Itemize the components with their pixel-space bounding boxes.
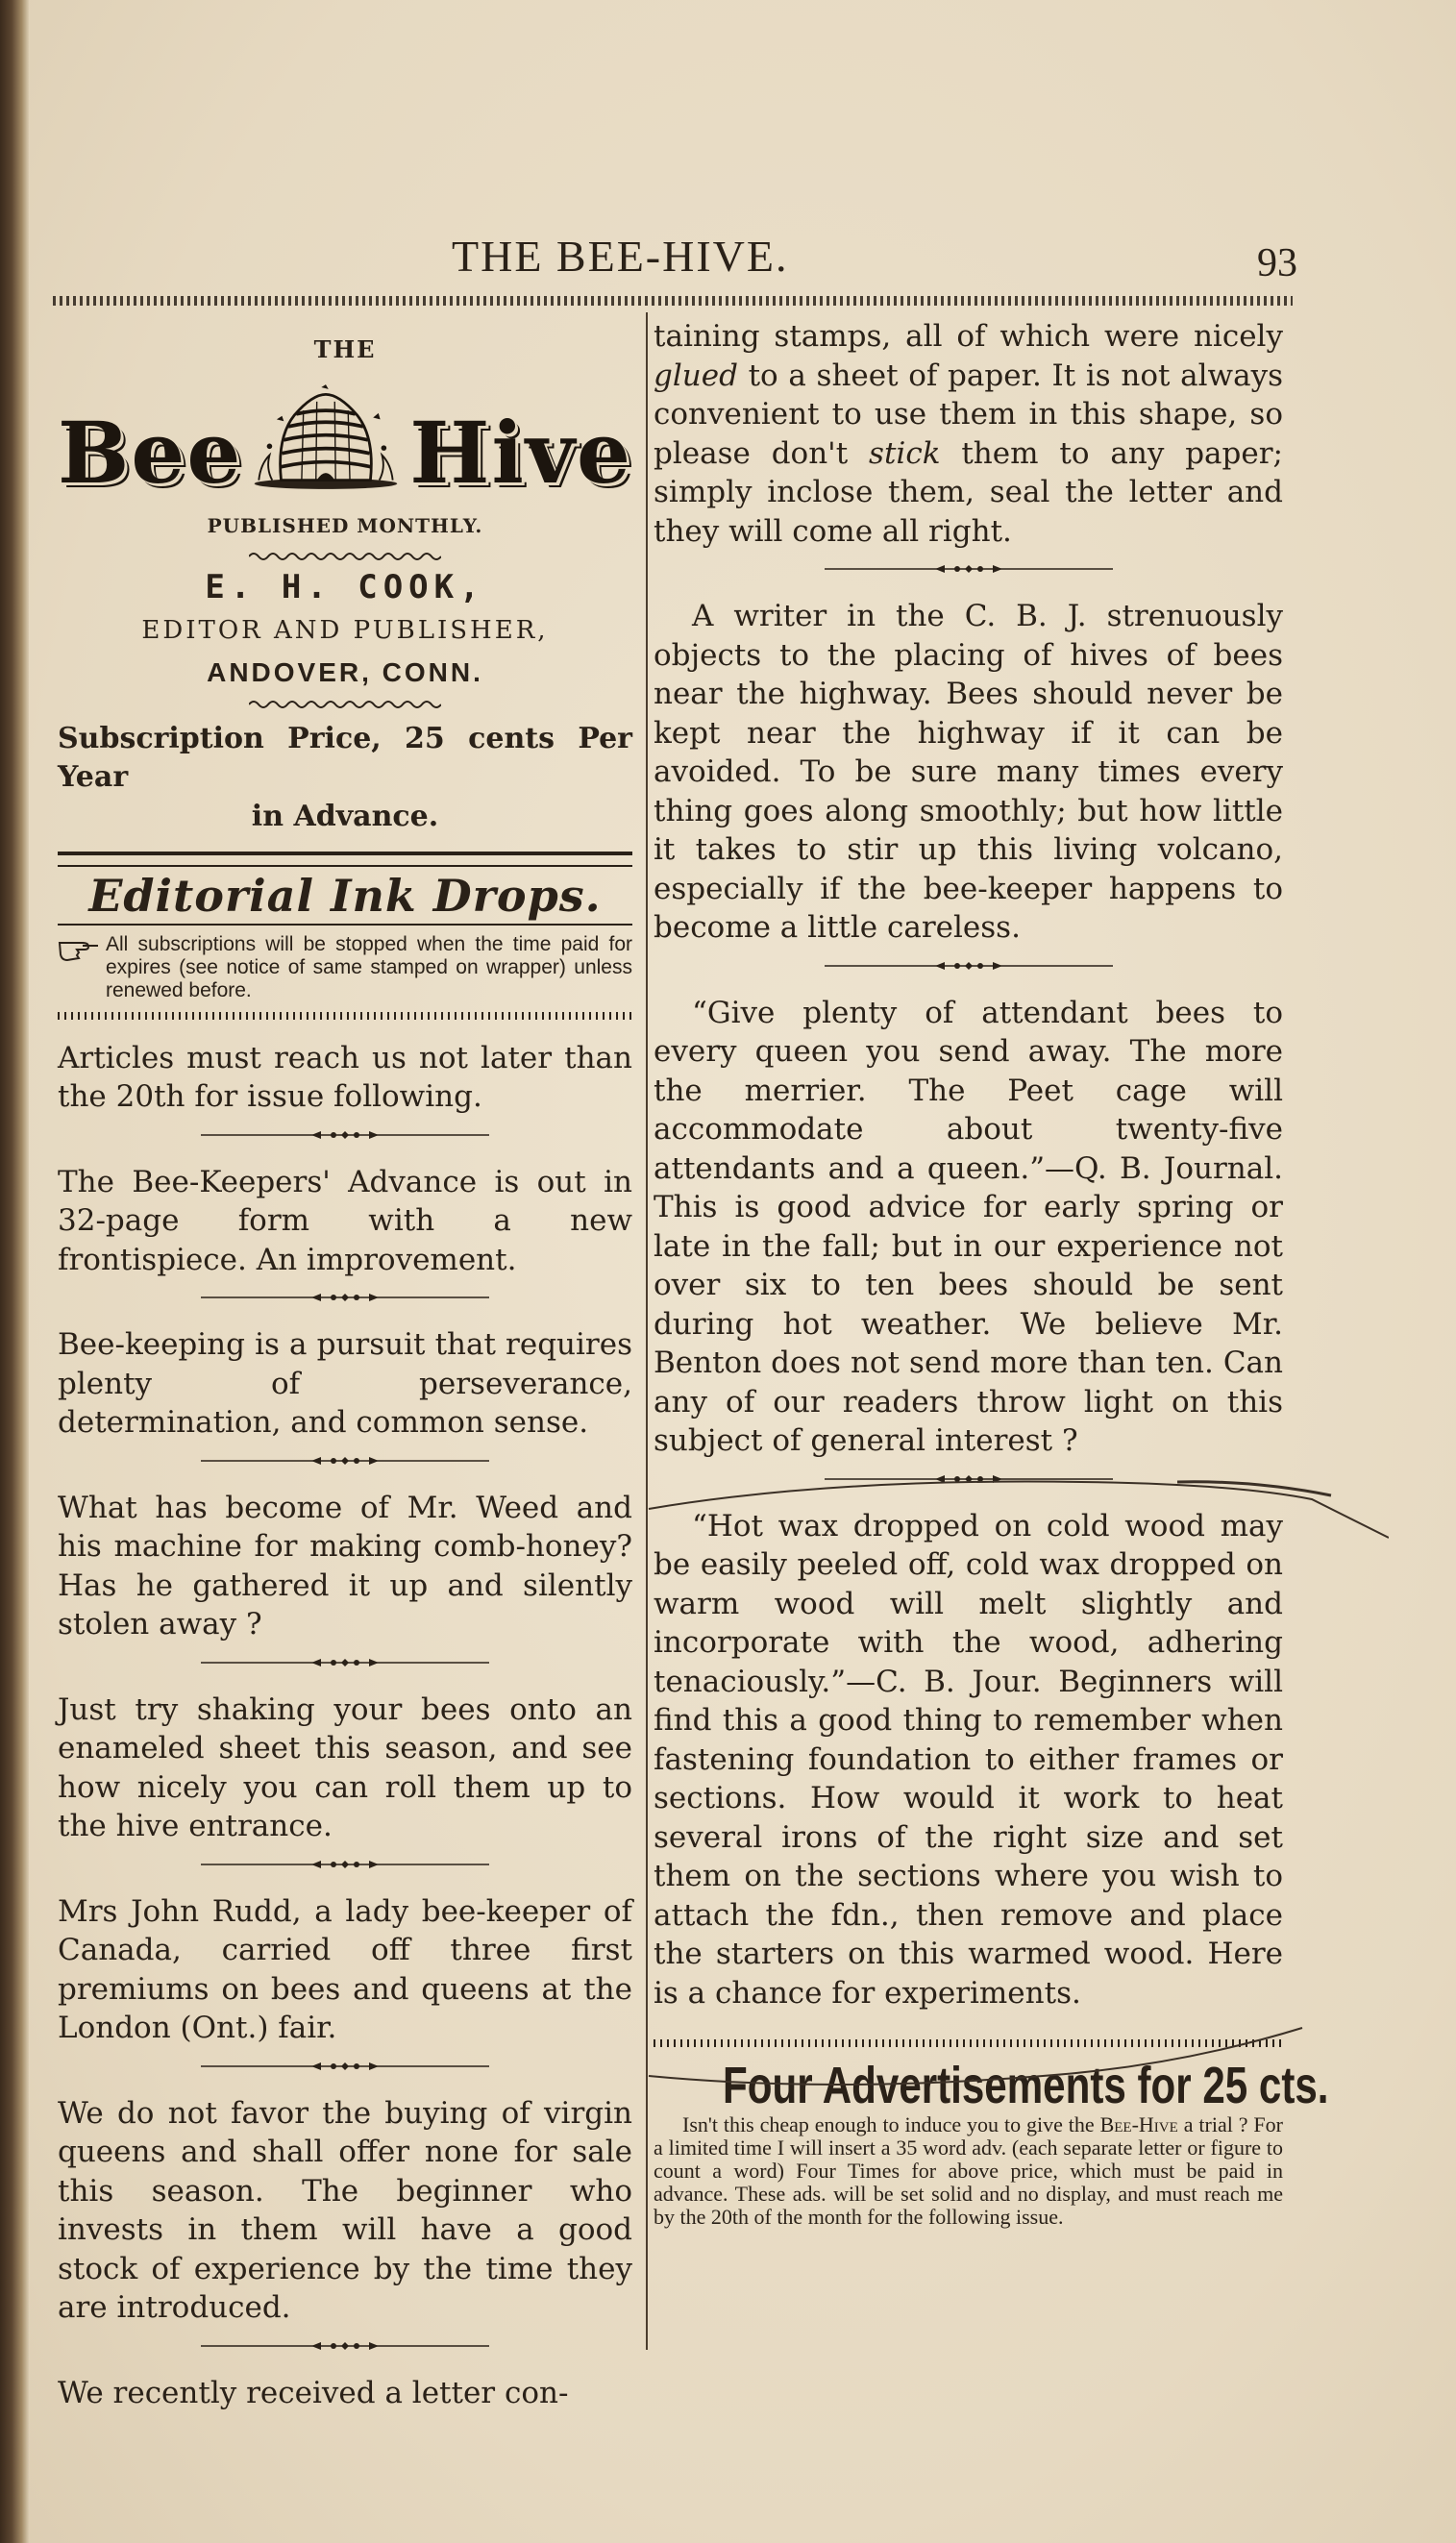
- editor-role: EDITOR AND PUBLISHER,: [141, 615, 549, 645]
- section-rule: [58, 852, 632, 867]
- editorial-paragraph: We recently received a letter con-: [58, 2375, 569, 2410]
- section-heading: Editorial Ink Drops.: [88, 870, 602, 922]
- ornament-rule: [201, 1454, 489, 1468]
- publication-place: ANDOVER, CONN.: [207, 657, 483, 687]
- column-rule: [646, 312, 648, 2350]
- right-column: [654, 317, 1329, 2229]
- ornament-rule: [825, 562, 1113, 576]
- editorial-paragraph: What has become of Mr. Weed and his machine for making comb-honey? Has he gathered it up and silently stolen away ?: [58, 1490, 632, 1642]
- masthead-the: THE: [313, 335, 377, 363]
- italic-word-stick: stick: [869, 435, 941, 471]
- masthead: [58, 331, 632, 836]
- beehive-icon: [250, 380, 402, 495]
- advert-body: [654, 2113, 1283, 2229]
- editorial-paragraph: Articles must reach us not later than the 20th for issue following.: [58, 1040, 632, 1114]
- text-run: Isn't this cheap enough to induce you to give the: [682, 2111, 1100, 2136]
- editorial-paragraph: “Give plenty of attendant bees to every queen you send away. The more the merrier. The Peet cage will accommodate about twenty-five attendants and a queen.”—Q. B. Journal. This is good advice for early spring or late in the fall; but in our experience not over six to ten bees should be sent during hot weather. We believe Mr. Benton does not send more than ten. Can any of our readers throw light on this subject of general interest ?: [654, 995, 1283, 1458]
- pointing-hand-icon: [58, 933, 100, 962]
- advert-heading: Four Advertisements for 25 cts.: [723, 2057, 1329, 2114]
- dotted-rule: [654, 2039, 1283, 2047]
- wave-ornament: [249, 699, 441, 710]
- ornament-rule: [201, 1128, 489, 1142]
- notice-text: All subscriptions will be stopped when the time paid for expires (see notice of same stamped on wrapper) unless renewed before.: [106, 932, 632, 1001]
- logo-word-hive: Hive: [409, 402, 632, 503]
- editorial-paragraph: We do not favor the buying of virgin queens and shall offer none for sale this season. The beginner who invests in them will have a good stock of experience by the time they are introduced.: [58, 2095, 632, 2325]
- ornament-rule: [825, 1472, 1113, 1486]
- page-number: 93: [1257, 241, 1297, 285]
- subscription-notice: [58, 933, 632, 1002]
- ornament-rule: [201, 2339, 489, 2353]
- text-run: a trial ? For a limited time I will insert a 35 word adv. (each separate letter or figure to count a word) Four Times for above price, which must be paid in advance. These ads. will be set solid and no display, and must reach me by the 20th of the month for the following issue.: [654, 2111, 1283, 2229]
- left-column: [58, 317, 632, 2412]
- text-run: to a sheet of paper. It is not always convenient to use them in this shape, so please don't: [654, 358, 1283, 471]
- editorial-paragraph: Just try shaking your bees onto an enameled sheet this season, and see how nicely you can roll them up to the hive entrance.: [58, 1691, 632, 1843]
- editorial-paragraph: Bee-keeping is a pursuit that requires plenty of perseverance, determination, and common sense.: [58, 1327, 632, 1440]
- editor-name: E. H. COOK,: [205, 568, 485, 606]
- logo-word-bee: Bee: [58, 402, 243, 503]
- header-rule: [53, 296, 1293, 306]
- editorial-paragraph: The Bee-Keepers' Advance is out in 32-page form with a new frontispiece. An improvement.: [58, 1164, 632, 1277]
- ornament-rule: [825, 959, 1113, 973]
- ornament-rule: [201, 1656, 489, 1669]
- dotted-rule: [58, 1012, 632, 1020]
- published-monthly: PUBLISHED MONTHLY.: [207, 513, 483, 537]
- running-header: [58, 231, 1297, 288]
- text-run: them to any paper; simply inclose them, seal the letter and they will come all right.: [654, 435, 1283, 549]
- editorial-paragraph: A writer in the C. B. J. strenuously objects to the placing of hives of bees near the highway. Bees should never be kept near the highway if it can be avoided. To be sure many times every thing goes along smoothly; but how little it takes to stir up this living volcano, especially if the bee-keeper happens to become a little careless.: [654, 599, 1283, 945]
- ornament-rule: [201, 1291, 489, 1304]
- wave-ornament: [249, 551, 441, 562]
- ornament-rule: [201, 1858, 489, 1871]
- journal-title: THE BEE-HIVE.: [452, 232, 789, 281]
- editorial-paragraph: Mrs John Rudd, a lady bee-keeper of Canada, carried off three first premiums on bees and queens at the London (Ont.) fair.: [58, 1893, 632, 2045]
- text-run: taining stamps, all of which were nicely: [654, 319, 1283, 354]
- heading-rule: [58, 924, 632, 926]
- subscription-advance: in Advance.: [251, 799, 439, 833]
- ornament-rule: [201, 2060, 489, 2073]
- subscription-price: Subscription Price, 25 cents Per Year: [58, 721, 632, 794]
- italic-word-glued: glued: [654, 358, 738, 393]
- book-spine: [0, 0, 29, 2543]
- smallcaps-title: Bee-Hive: [1099, 2111, 1178, 2136]
- editorial-paragraph: [654, 317, 1283, 551]
- editorial-paragraph: “Hot wax dropped on cold wood may be easily peeled off, cold wax dropped on warm wood will melt slightly and incorporate with the wood, adhering tenaciously.”—C. B. Jour. Beginners will find this a good thing to remember when fastening foundation to either frames or sections. How would it work to heat several irons of the right size and set them on the sections where you wish to attach the fdn., then remove and place the starters on this warmed wood. Here is a chance for experiments.: [654, 1508, 1283, 2011]
- masthead-logo: [58, 380, 632, 503]
